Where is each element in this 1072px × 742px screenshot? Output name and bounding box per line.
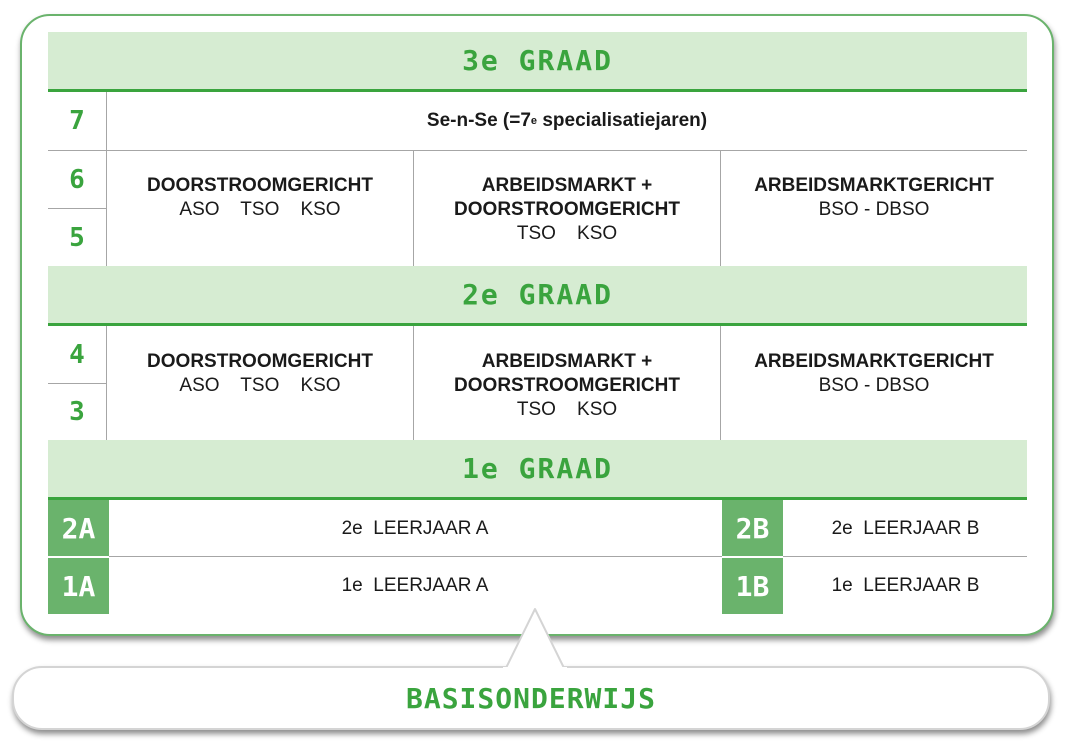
pointer-arrow bbox=[500, 606, 570, 672]
cell-subtitle: BSO - DBSO bbox=[818, 199, 930, 220]
divider bbox=[783, 556, 1027, 557]
divider bbox=[413, 326, 414, 440]
graad-1-title: 1e GRAAD bbox=[462, 452, 613, 485]
badge-2b: 2B bbox=[722, 500, 783, 557]
cell-title: ARBEIDSMARKTGERICHT bbox=[754, 175, 994, 196]
row7-label-sup: e bbox=[530, 115, 538, 127]
cell-subtitle: ASO TSO KSO bbox=[179, 375, 341, 396]
year-number-3: 3 bbox=[69, 397, 85, 427]
divider bbox=[48, 150, 1027, 151]
cell-subtitle: BSO - DBSO bbox=[818, 375, 930, 396]
basisonderwijs-box bbox=[12, 666, 1050, 730]
year-number-7: 7 bbox=[69, 106, 85, 136]
cell-subtitle: TSO KSO bbox=[516, 223, 618, 244]
cell-title: ARBEIDSMARKTGERICHT bbox=[754, 351, 994, 372]
divider bbox=[720, 326, 721, 440]
cell-title: DOORSTROOMGERICHT bbox=[147, 351, 373, 372]
leerjaar-1b-label: 1e LEERJAAR B bbox=[831, 575, 980, 596]
grade2-arbeidsmarkt-doorstroom-cell bbox=[414, 350, 720, 422]
grade3-doorstroom-cell bbox=[107, 174, 413, 222]
cell-subtitle: TSO KSO bbox=[516, 399, 618, 420]
badge-1a: 1A bbox=[48, 558, 109, 614]
row7-label-end: specialisatiejaren) bbox=[537, 110, 708, 131]
grade2-arbeidsmarkt-cell bbox=[721, 350, 1027, 398]
grade3-arbeidsmarkt-cell bbox=[721, 174, 1027, 222]
leerjaar-2a-label: 2e LEERJAAR A bbox=[341, 517, 489, 539]
leerjaar-2b-label: 2e LEERJAAR B bbox=[831, 517, 980, 539]
divider bbox=[106, 92, 107, 266]
grade2-doorstroom-cell bbox=[107, 350, 413, 398]
badge-1b: 1B bbox=[722, 558, 783, 614]
year-number-5: 5 bbox=[69, 222, 85, 253]
year-number-6: 6 bbox=[69, 164, 85, 195]
specialisation-year-label bbox=[107, 92, 1027, 150]
divider bbox=[109, 556, 722, 557]
cell-title: DOORSTROOMGERICHT bbox=[147, 175, 373, 196]
basisonderwijs-title: BASISONDERWIJS bbox=[405, 681, 656, 715]
graad-3-header bbox=[48, 32, 1027, 92]
cell-title: ARBEIDSMARKT + bbox=[481, 351, 653, 372]
graad-2-title: 2e GRAAD bbox=[462, 278, 613, 311]
cell-title: DOORSTROOMGERICHT bbox=[454, 375, 680, 396]
grade3-arbeidsmarkt-doorstroom-cell bbox=[414, 174, 720, 246]
divider bbox=[106, 326, 107, 440]
badge-2a: 2A bbox=[48, 500, 109, 557]
cell-subtitle: ASO TSO KSO bbox=[179, 199, 341, 220]
cell-title: ARBEIDSMARKT + bbox=[481, 175, 653, 196]
graad-2-header bbox=[48, 266, 1027, 326]
divider bbox=[413, 151, 414, 266]
row7-label-main: Se-n-Se (=7 bbox=[426, 110, 531, 131]
graad-3-title: 3e GRAAD bbox=[462, 44, 613, 77]
cell-title: DOORSTROOMGERICHT bbox=[454, 199, 680, 220]
graad-1-header bbox=[48, 440, 1027, 500]
leerjaar-1a-label: 1e LEERJAAR A bbox=[341, 575, 489, 596]
year-number-4: 4 bbox=[69, 339, 85, 370]
divider bbox=[720, 151, 721, 266]
